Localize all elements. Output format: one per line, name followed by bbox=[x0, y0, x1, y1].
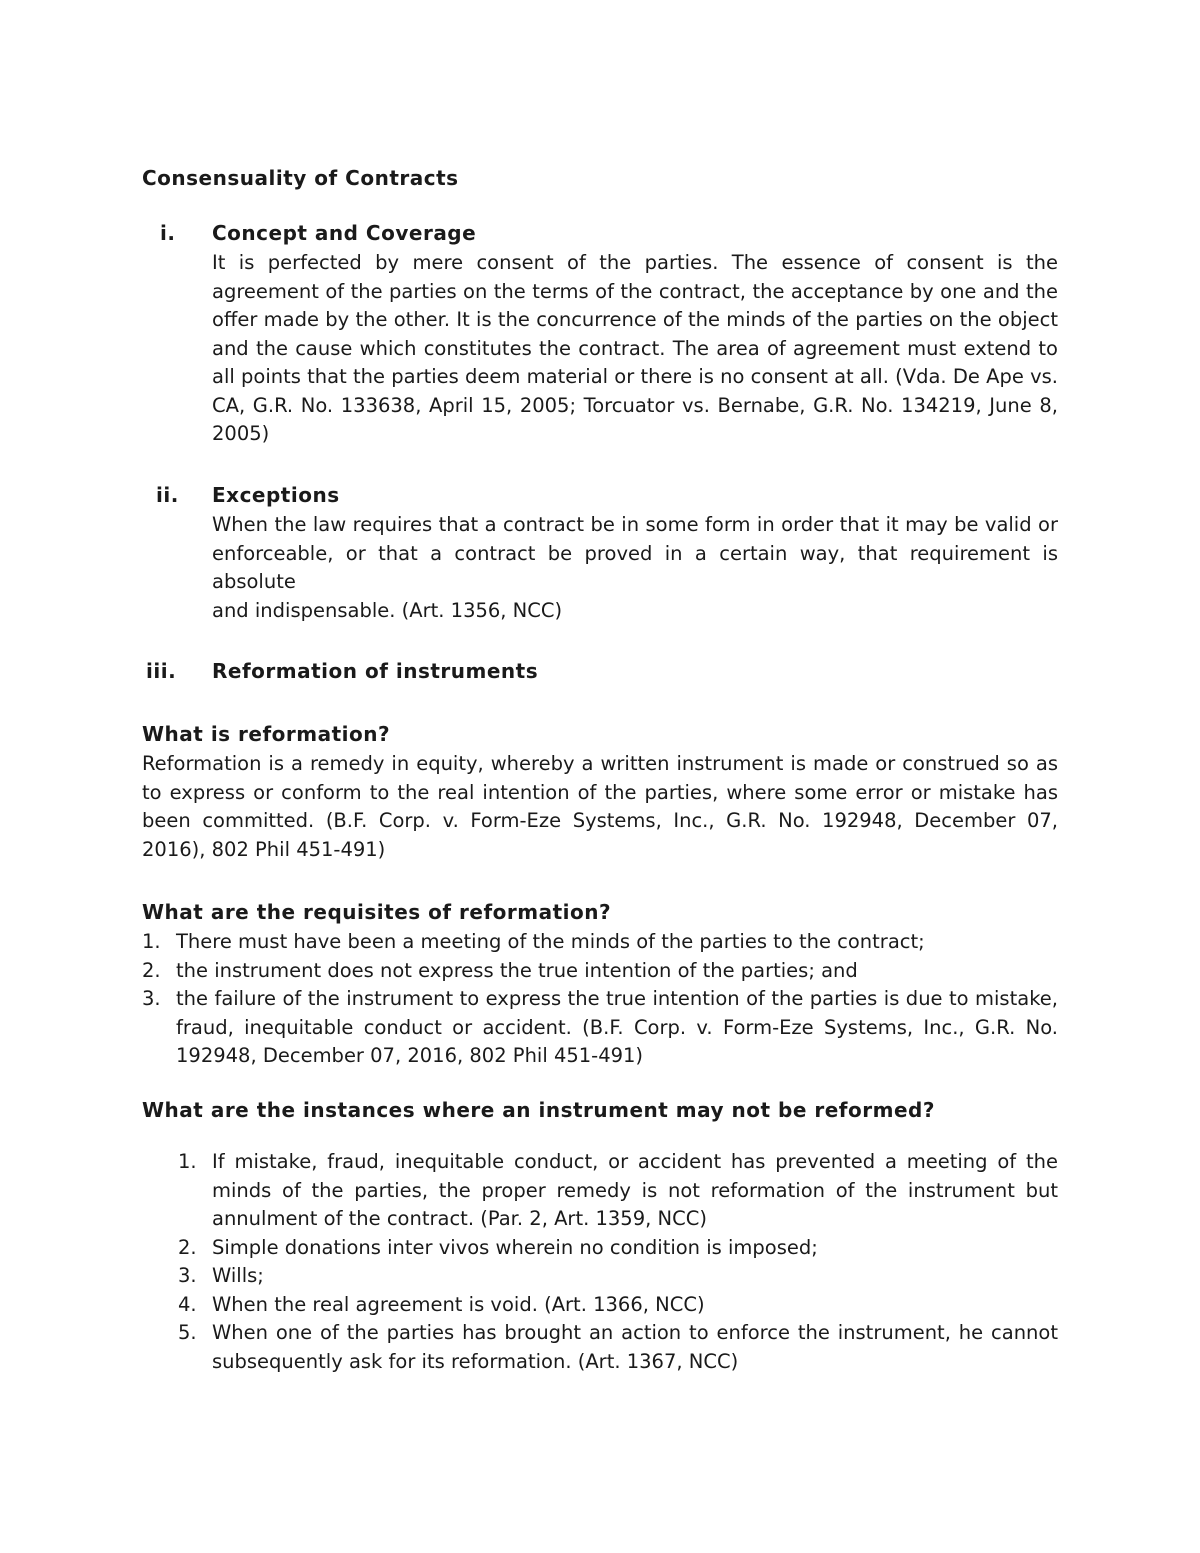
requisites-block bbox=[142, 898, 1058, 1071]
question-heading: What are the requisites of reformation? bbox=[142, 900, 612, 924]
list-item bbox=[142, 985, 1058, 1071]
section-heading: Exceptions bbox=[212, 483, 340, 507]
list-item-number: 1. bbox=[142, 930, 161, 953]
list-item bbox=[178, 1262, 1058, 1291]
section-heading: Concept and Coverage bbox=[212, 221, 477, 245]
list-item-text: the failure of the instrument to express the true intention of the parties is due to mistake, fraud, inequitable conduct or accident. (B.F. Corp. v. Form-Eze Systems, Inc., G.R. No. 192948, December 07, 2016, 802 Phil 451-491) bbox=[176, 987, 1058, 1067]
list-item-number: 2. bbox=[142, 958, 161, 982]
section-heading: Reformation of instruments bbox=[212, 659, 539, 683]
instances-list bbox=[178, 1148, 1058, 1376]
list-item bbox=[142, 957, 1058, 986]
list-item-text: If mistake, fraud, inequitable conduct, or accident has prevented a meeting of the minds of the parties, the proper remedy is not reformation of the instrument but annulment of the contract. (Par. 2, Art. 1359, NCC) bbox=[212, 1150, 1058, 1230]
section-paragraph: When the law requires that a contract be in some form in order that it may be valid or enforceable, or that a contract be proved in a certain way, that requirement is absolute bbox=[212, 513, 1058, 593]
list-item bbox=[142, 928, 1058, 957]
section-paragraph: It is perfected by mere consent of the parties. The essence of consent is the agreement of the parties on the terms of the contract, the acceptance by one and the offer made by the other. It is the concurrence of the minds of the parties on the object and the cause which constitutes the contract. The area of agreement must extend to all points that the parties deem material or there is no consent at all. (Vda. De Ape vs. CA, G.R. No. 133638, April 15, 2005; Torcuator vs. Bernabe, G.R. No. 134219, June 8, 2005) bbox=[212, 251, 1058, 445]
list-item-text: When the real agreement is void. (Art. 1366, NCC) bbox=[212, 1292, 705, 1316]
requisites-list bbox=[142, 928, 1058, 1071]
list-item-text: Wills; bbox=[212, 1264, 264, 1287]
list-item bbox=[178, 1291, 1058, 1320]
section-content bbox=[212, 657, 1058, 685]
list-item-number: 3. bbox=[178, 1264, 197, 1287]
list-item-number: 1. bbox=[178, 1150, 197, 1173]
document-title: Consensuality of Contracts bbox=[142, 166, 459, 190]
section-content bbox=[212, 481, 1058, 625]
list-item bbox=[178, 1148, 1058, 1234]
list-item-number: 4. bbox=[178, 1292, 197, 1316]
question-heading: What is reformation? bbox=[142, 722, 391, 746]
section-paragraph-continued: and indispensable. (Art. 1356, NCC) bbox=[212, 598, 563, 622]
list-item-text: the instrument does not express the true intention of the parties; and bbox=[176, 958, 858, 982]
instances-block bbox=[142, 1096, 1058, 1376]
section-numeral: i. bbox=[160, 221, 176, 245]
question-heading: What are the instances where an instrument may not be reformed? bbox=[142, 1098, 935, 1122]
list-item-text: When one of the parties has brought an action to enforce the instrument, he cannot subsequently ask for its reformation. (Art. 1367, NCC) bbox=[212, 1321, 1058, 1373]
what-is-reformation-block bbox=[142, 720, 1058, 864]
list-item bbox=[178, 1234, 1058, 1263]
section-numeral: iii. bbox=[146, 659, 177, 683]
list-item-number: 2. bbox=[178, 1235, 197, 1259]
section-content bbox=[212, 219, 1058, 449]
list-item-text: Simple donations inter vivos wherein no condition is imposed; bbox=[212, 1235, 818, 1259]
list-item-number: 3. bbox=[142, 987, 161, 1010]
list-item bbox=[178, 1319, 1058, 1376]
answer-paragraph: Reformation is a remedy in equity, whereby a written instrument is made or construed so as to express or conform to the real intention of the parties, where some error or mistake has been committed. (B.F. Corp. v. Form-Eze Systems, Inc., G.R. No. 192948, December 07, 2016), 802 Phil 451-491) bbox=[142, 752, 1058, 861]
list-item-number: 5. bbox=[178, 1321, 197, 1344]
list-item-text: There must have been a meeting of the minds of the parties to the contract; bbox=[176, 930, 925, 953]
section-numeral: ii. bbox=[156, 483, 179, 507]
